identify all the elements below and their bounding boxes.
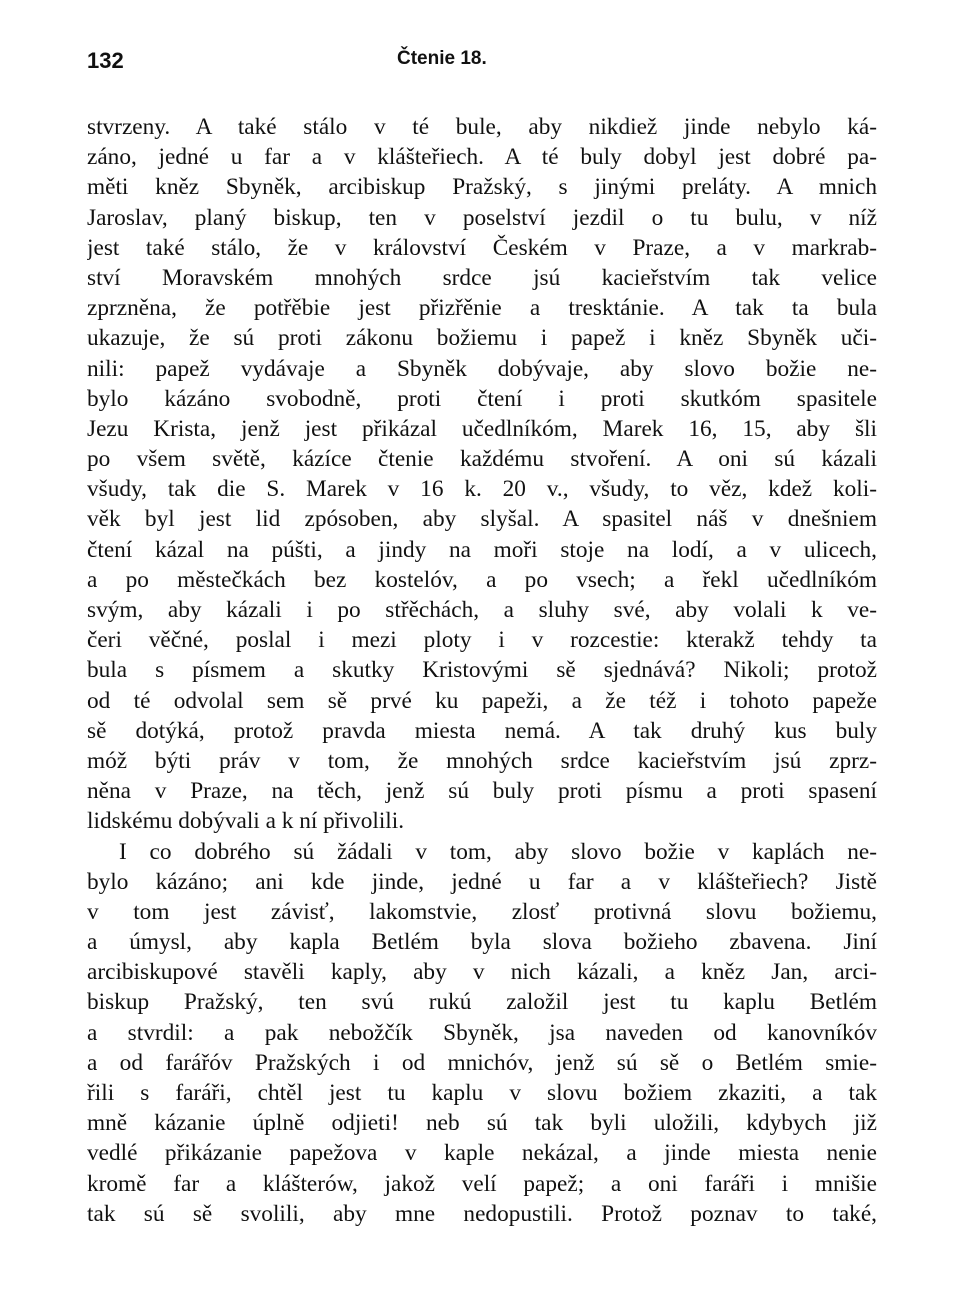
text-line: věk byl jest lid zpósoben, aby slyšal. A spasitel náš v dnešniem bbox=[87, 506, 877, 533]
text-line: a stvrdil: a pak nebožčík Sbyněk, jsa naveden od kanovníkóv bbox=[87, 1019, 877, 1046]
text-line: záno, jedné u far a v klášteřiech. A té buly dobyl jest dobré pa- bbox=[87, 144, 877, 171]
text-line: všudy, tak die S. Marek v 16 k. 20 v., všudy, to věz, kdež koli- bbox=[87, 476, 877, 503]
paragraph-end-line: lidskému dobývali a k ní přivolili. bbox=[87, 808, 405, 835]
text-line: ukazuje, že sú proti zákonu božiemu i papež i kněz Sbyněk uči- bbox=[87, 325, 877, 352]
text-line: měti kněz Sbyněk, arcibiskup Pražský, s jinými preláty. A mnich bbox=[87, 174, 877, 201]
text-line: a úmysl, aby kapla Betlém byla slova božieho zbavena. Jiní bbox=[87, 929, 877, 956]
text-line: čeri věčné, poslal i mezi ploty i v rozcestie: kterakž tehdy ta bbox=[87, 627, 877, 654]
text-line: Jaroslav, planý biskup, ten v poselství jezdil o tu bulu, v níž bbox=[87, 204, 877, 231]
text-line: v tom jest závisť, lakomstvie, zlosť protivná slovu božiemu, bbox=[87, 898, 877, 925]
running-title: Čtenie 18. bbox=[397, 48, 487, 69]
text-line: vedlé přikázanie papežova v kaple nekázal, a jinde miesta nenie bbox=[87, 1140, 877, 1167]
page-number: 132 bbox=[87, 48, 124, 73]
text-line: nili: papež vydávaje a Sbyněk dobývaje, aby slovo božie ne- bbox=[87, 355, 877, 382]
text-line: bula s písmem a skutky Kristovými sě sjednává? Nikoli; protož bbox=[87, 657, 877, 684]
text-line: Jezu Krista, jenž jest přikázal učedlníkóm, Marek 16, 15, aby šli bbox=[87, 415, 877, 442]
text-line: něna v Praze, na těch, jenž sú buly proti písmu a proti spasení bbox=[87, 778, 877, 805]
text-line: ství Moravském mnohých srdce jsú kacieřstvím tak velice bbox=[87, 264, 877, 291]
running-head bbox=[87, 40, 877, 84]
text-line: sě dotýká, protož pravda miesta nemá. A tak druhý kus buly bbox=[87, 717, 877, 744]
text-line: jest také stálo, že v království Českém v Praze, a v markrab- bbox=[87, 234, 877, 261]
text-line: a po městečkách bez kostelóv, a po vsech; a řekl učedlníkóm bbox=[87, 566, 877, 593]
text-line: od té odvolal sem sě prvé ku papeži, a že též i tohoto papeže bbox=[87, 687, 877, 714]
text-line: tak sú sě svolili, aby mne nedopustili. Protož poznav to také, bbox=[87, 1200, 877, 1227]
body-text bbox=[87, 112, 877, 1229]
text-line: bylo kázáno svobodně, proti čtení i proti skutkóm spasitele bbox=[87, 385, 877, 412]
paragraph-start-line: I co dobrého sú žádali v tom, aby slovo božie v kaplách ne- bbox=[119, 838, 877, 865]
text-line: po všem světě, kázíce čtenie každému stvoření. A oni sú kázali bbox=[87, 446, 877, 473]
text-line: biskup Pražský, ten svú rukú založil jest tu kaplu Betlém bbox=[87, 989, 877, 1016]
text-line: čtení kázal na púšti, a jindy na moři stoje na lodí, a v ulicech, bbox=[87, 536, 877, 563]
text-line: mně kázanie úplně odjieti! neb sú tak byli uložili, kdybych již bbox=[87, 1110, 877, 1137]
book-page bbox=[87, 40, 877, 1229]
text-line: a od farářóv Pražských i od mnichóv, jenž sú sě o Betlém smie- bbox=[87, 1049, 877, 1076]
text-line: kromě far a klášterów, jakož velí papež; a oni faráři i mnišie bbox=[87, 1170, 877, 1197]
text-line: svým, aby kázali i po střěchách, a sluhy své, aby volali k ve- bbox=[87, 597, 877, 623]
text-line: řili s faráři, chtěl jest tu kaplu v slovu božiem zkaziti, a tak bbox=[87, 1080, 877, 1106]
text-line: stvrzeny. A také stálo v té bule, aby nikdiež jinde nebylo ká- bbox=[87, 114, 877, 140]
text-line: arcibiskupové stavěli kaply, aby v nich kázali, a kněz Jan, arci- bbox=[87, 959, 877, 986]
text-line: zprzněna, že potřěbie jest přizřěnie a tresktánie. A tak ta bula bbox=[87, 295, 877, 322]
text-line: móž býti práv v tom, že mnohých srdce kacieřstvím jsú zprz- bbox=[87, 747, 877, 774]
text-line: bylo kázáno; ani kde jinde, jedné u far a v klášteřiech? Jistě bbox=[87, 868, 877, 895]
